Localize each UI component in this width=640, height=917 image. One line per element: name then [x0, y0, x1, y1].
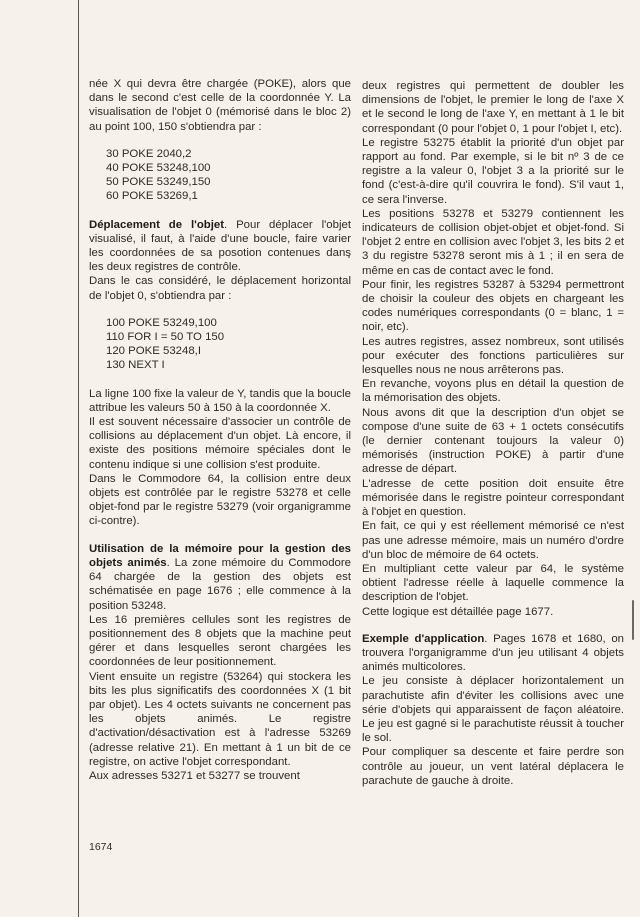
paragraph: Cette logique est détaillée page 1677. [362, 605, 554, 618]
code-line: 110 FOR I = 50 TO 150 [106, 331, 225, 344]
paragraph: En revanche, voyons plus en détail la question de la mémorisation des objets. [362, 378, 624, 405]
print-speck [632, 600, 634, 640]
page-number: 1674 [89, 841, 113, 853]
paragraph: L'adresse de cette position doit ensuite être mémorisée dans le registre pointeur correspondant à l'objet en question. [362, 477, 624, 519]
right-column [362, 79, 624, 788]
code-line: 130 NEXT I [106, 359, 165, 372]
paragraph: Déplacement de l'objet. Pour déplacer l'objet visualisé, il faut, à l'aide d'une boucle, faire varier les coordonnées de sa posotion contenues dans les deux registres de contrôle. [89, 218, 351, 274]
paragraph: Les autres registres, assez nombreux, sont utilisés pour exécuter des fonctions particulières sur lesquelles nous ne nous arrêterons pas. [362, 335, 624, 377]
paragraph: Les positions 53278 et 53279 contiennent les indicateurs de collision objet-objet et objet-fond. Si l'objet 2 entre en collision avec l'objet 3, les bits 2 et 3 du registre 53278 seront mis à 1 ; il en sera de même en cas de contact avec le fond. [362, 207, 624, 277]
code-line: 50 POKE 53249,150 [106, 176, 211, 189]
paragraph: Pour compliquer sa descente et faire perdre son contrôle au joueur, un vent latéral déplacera le parachute de gauche à droite. [362, 746, 624, 787]
code-listing [106, 147, 351, 204]
paragraph: En multipliant cette valeur par 64, le système obtient l'adresse réelle à laquelle commence la description de l'objet. [362, 562, 624, 604]
paragraph: Exemple d'application. Pages 1678 et 1680, on trouvera l'organigramme d'un jeu utilisant 4 objets animés multicolores. [362, 632, 624, 674]
paragraph: Pour finir, les registres 53287 à 53294 permettront de choisir la couleur des objets en chargeant les codes numériques correspondants (0 = blanc, 1 = noir, etc). [362, 278, 624, 334]
section-heading: Exemple d'application [362, 632, 485, 645]
code-line: 40 POKE 53248,100 [106, 162, 211, 175]
paragraph: Utilisation de la mémoire pour la gestion des objets animés. La zone mémoire du Commodore 64 chargée de la gestion des objets est schématisée en page 1676 ; elle commence à la position 53248. [89, 542, 351, 612]
code-listing [106, 316, 351, 373]
paragraph: Il est souvent nécessaire d'associer un contrôle de collisions au déplacement d'un objet. Là encore, il existe des positions mémoire spéciales dont le contenu indique si une collision s'est produite. [89, 416, 351, 471]
paragraph: Le registre 53275 établit la priorité d'un objet par rapport au fond. Par exemple, si le bit nº 3 de ce registre a la valeur 0, l'objet 3 a la priorité sur le fond (c'est-à-dire qu'il couvrira le fond). S'il vaut 1, ce sera l'inverse. [362, 136, 624, 206]
code-line: 30 POKE 2040,2 [106, 147, 192, 160]
margin-rule [78, 0, 79, 917]
paragraph: En fait, ce qui y est réellement mémorisé ce n'est pas une adresse mémoire, mais un numéro d'ordre d'un bloc de mémoire de 64 octets. [362, 520, 624, 561]
paragraph: Vient ensuite un registre (53264) qui stockera les bits les plus significatifs des coordonnées X (1 bit par objet). Les 4 octets suivants ne concernent pas les objets animés. Le registre d'activation/désactivation est à l'adresse 53269 (adresse relative 21). En mettant à 1 un bit de ce registre, on active l'objet correspondant. [89, 670, 351, 768]
code-line: 120 POKE 53248,I [106, 345, 201, 358]
paragraph: née X qui devra être chargée (POKE), alors que dans le second c'est celle de la coordonnée Y. La visualisation de l'objet 0 (mémorisé dans le bloc 2) au point 100, 150 s'obtiendra par : [89, 78, 351, 133]
paragraph: Aux adresses 53271 et 53277 se trouvent [89, 769, 300, 782]
paragraph: Dans le cas considéré, le déplacement horizontal de l'objet 0, s'obtiendra par : [89, 275, 351, 302]
paragraph: Dans le Commodore 64, la collision entre deux objets est contrôlée par le registre 53278 et celle objet-fond par le registre 53279 (voir organigramme ci-contre). [89, 472, 351, 528]
paragraph: La ligne 100 fixe la valeur de Y, tandis que la boucle attribue les valeurs 50 à 150 à la coordonnée X. [89, 387, 351, 414]
paragraph: Le jeu consiste à déplacer horizontalement un parachutiste afin d'éviter les collisions avec une série d'objets qui apparaissent de façon aléatoire. Le jeu est gagné si le parachutiste réussit à toucher le sol. [362, 675, 624, 745]
paragraph: Les 16 premières cellules sont les registres de positionnement des 8 objets que la machine peut gérer et dans lesquelles seront chargées les coordonnées de leur positionnement. [89, 613, 351, 669]
left-column [89, 77, 351, 783]
paragraph: deux registres qui permettent de doubler les dimensions de l'objet, le premier le long de l'axe X et le second le long de l'axe Y, en mettant à 1 le bit correspondant (0 pour l'objet 0, 1 pour l'objet I, etc). [362, 80, 624, 135]
paragraph: Nous avons dit que la description d'un objet se compose d'une suite de 63 + 1 octets consécutifs (le dernier contenant toujours la valeur 0) mémorisés (instruction POKE) à partir d'une adresse de départ. [362, 406, 624, 476]
section-heading: Déplacement de l'objet [89, 218, 225, 231]
code-line: 100 POKE 53249,100 [106, 316, 217, 329]
code-line: 60 POKE 53269,1 [106, 190, 198, 203]
section-heading: Utilisation de la mémoire pour la gestion des objets animés [89, 542, 351, 569]
